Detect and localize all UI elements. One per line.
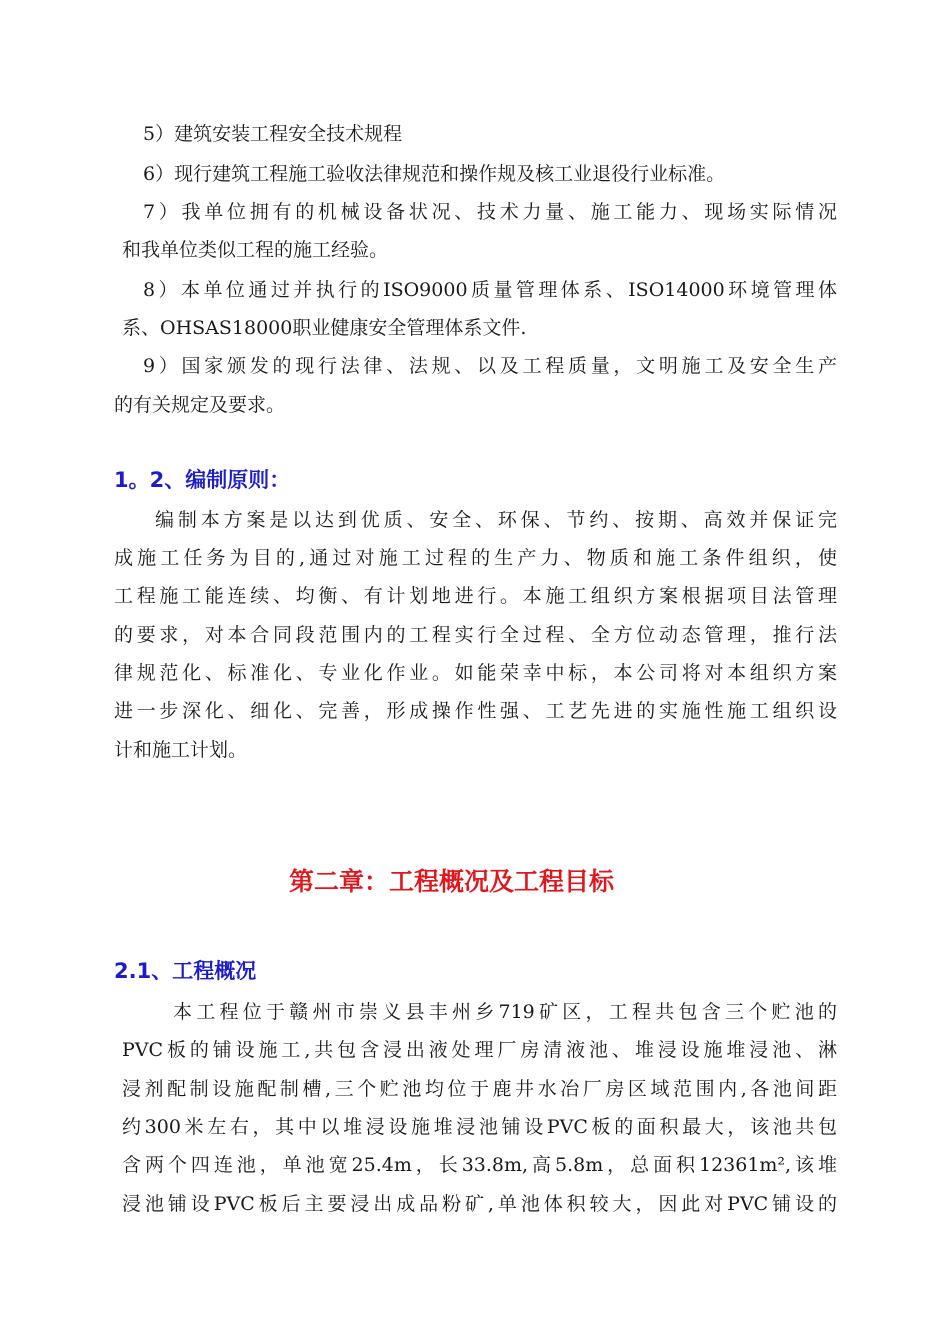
list-item-9-cont: 的有关规定及要求。 (114, 394, 286, 416)
list-item-7: 7）我单位拥有的机械设备状况、技术力量、施工能力、现场实际情况 (143, 201, 837, 223)
section-heading-2-1: 2.1、工程概况 (114, 959, 257, 983)
list-item-6: 6）现行建筑工程施工验收法律规范和操作规及核工业退役行业标准。 (143, 163, 726, 185)
paragraph-line: 浸池铺设PVC板后主要浸出成品粉矿,单池体积较大，因此对PVC铺设的 (122, 1193, 837, 1215)
paragraph-line: 含两个四连池，单池宽25.4m，长33.8m,高5.8m，总面积12361m²,该堆 (122, 1154, 837, 1176)
paragraph-line: 的要求，对本合同段范围内的工程实行全过程、全方位动态管理，推行法 (114, 624, 837, 646)
paragraph-line: 约300米左右，其中以堆浸设施堆浸池铺设PVC板的面积最大，该池共包 (122, 1116, 837, 1138)
list-item-8: 8）本单位通过并执行的ISO9000质量管理体系、ISO14000环境管理体 (143, 279, 837, 301)
paragraph-line: PVC板的铺设施工,共包含浸出液处理厂房清液池、堆浸设施堆浸池、淋 (122, 1039, 837, 1061)
list-item-8-cont: 系、OHSAS18000职业健康安全管理体系文件. (122, 317, 527, 339)
section-heading-1-2: 1。2、编制原则： (114, 468, 291, 492)
paragraph-line: 律规范化、标准化、专业化作业。如能荣幸中标，本公司将对本组织方案 (114, 662, 837, 684)
paragraph-line: 编制本方案是以达到优质、安全、环保、节约、按期、高效并保证完 (155, 509, 837, 531)
paragraph-line: 进一步深化、细化、完善，形成操作性强、工艺先进的实施性施工组织设 (114, 700, 837, 722)
list-item-7-cont: 和我单位类似工程的施工经验。 (122, 239, 389, 261)
chapter-title: 第二章：工程概况及工程目标 (289, 867, 615, 896)
paragraph-line: 浸剂配制设施配制槽,三个贮池均位于鹿井水冶厂房区域范围内,各池间距 (122, 1078, 837, 1100)
paragraph-line: 成施工任务为目的,通过对施工过程的生产力、物质和施工条件组织，使 (114, 547, 837, 569)
paragraph-line: 本工程位于赣州市崇义县丰州乡719矿区，工程共包含三个贮池的 (173, 1001, 837, 1023)
paragraph-line: 计和施工计划。 (114, 739, 248, 761)
paragraph-line: 工程施工能连续、均衡、有计划地进行。本施工组织方案根据项目法管理 (114, 585, 837, 607)
list-item-5: 5）建筑安装工程安全技术规程 (143, 123, 403, 145)
list-item-9: 9）国家颁发的现行法律、法规、以及工程质量，文明施工及安全生产 (143, 355, 837, 377)
